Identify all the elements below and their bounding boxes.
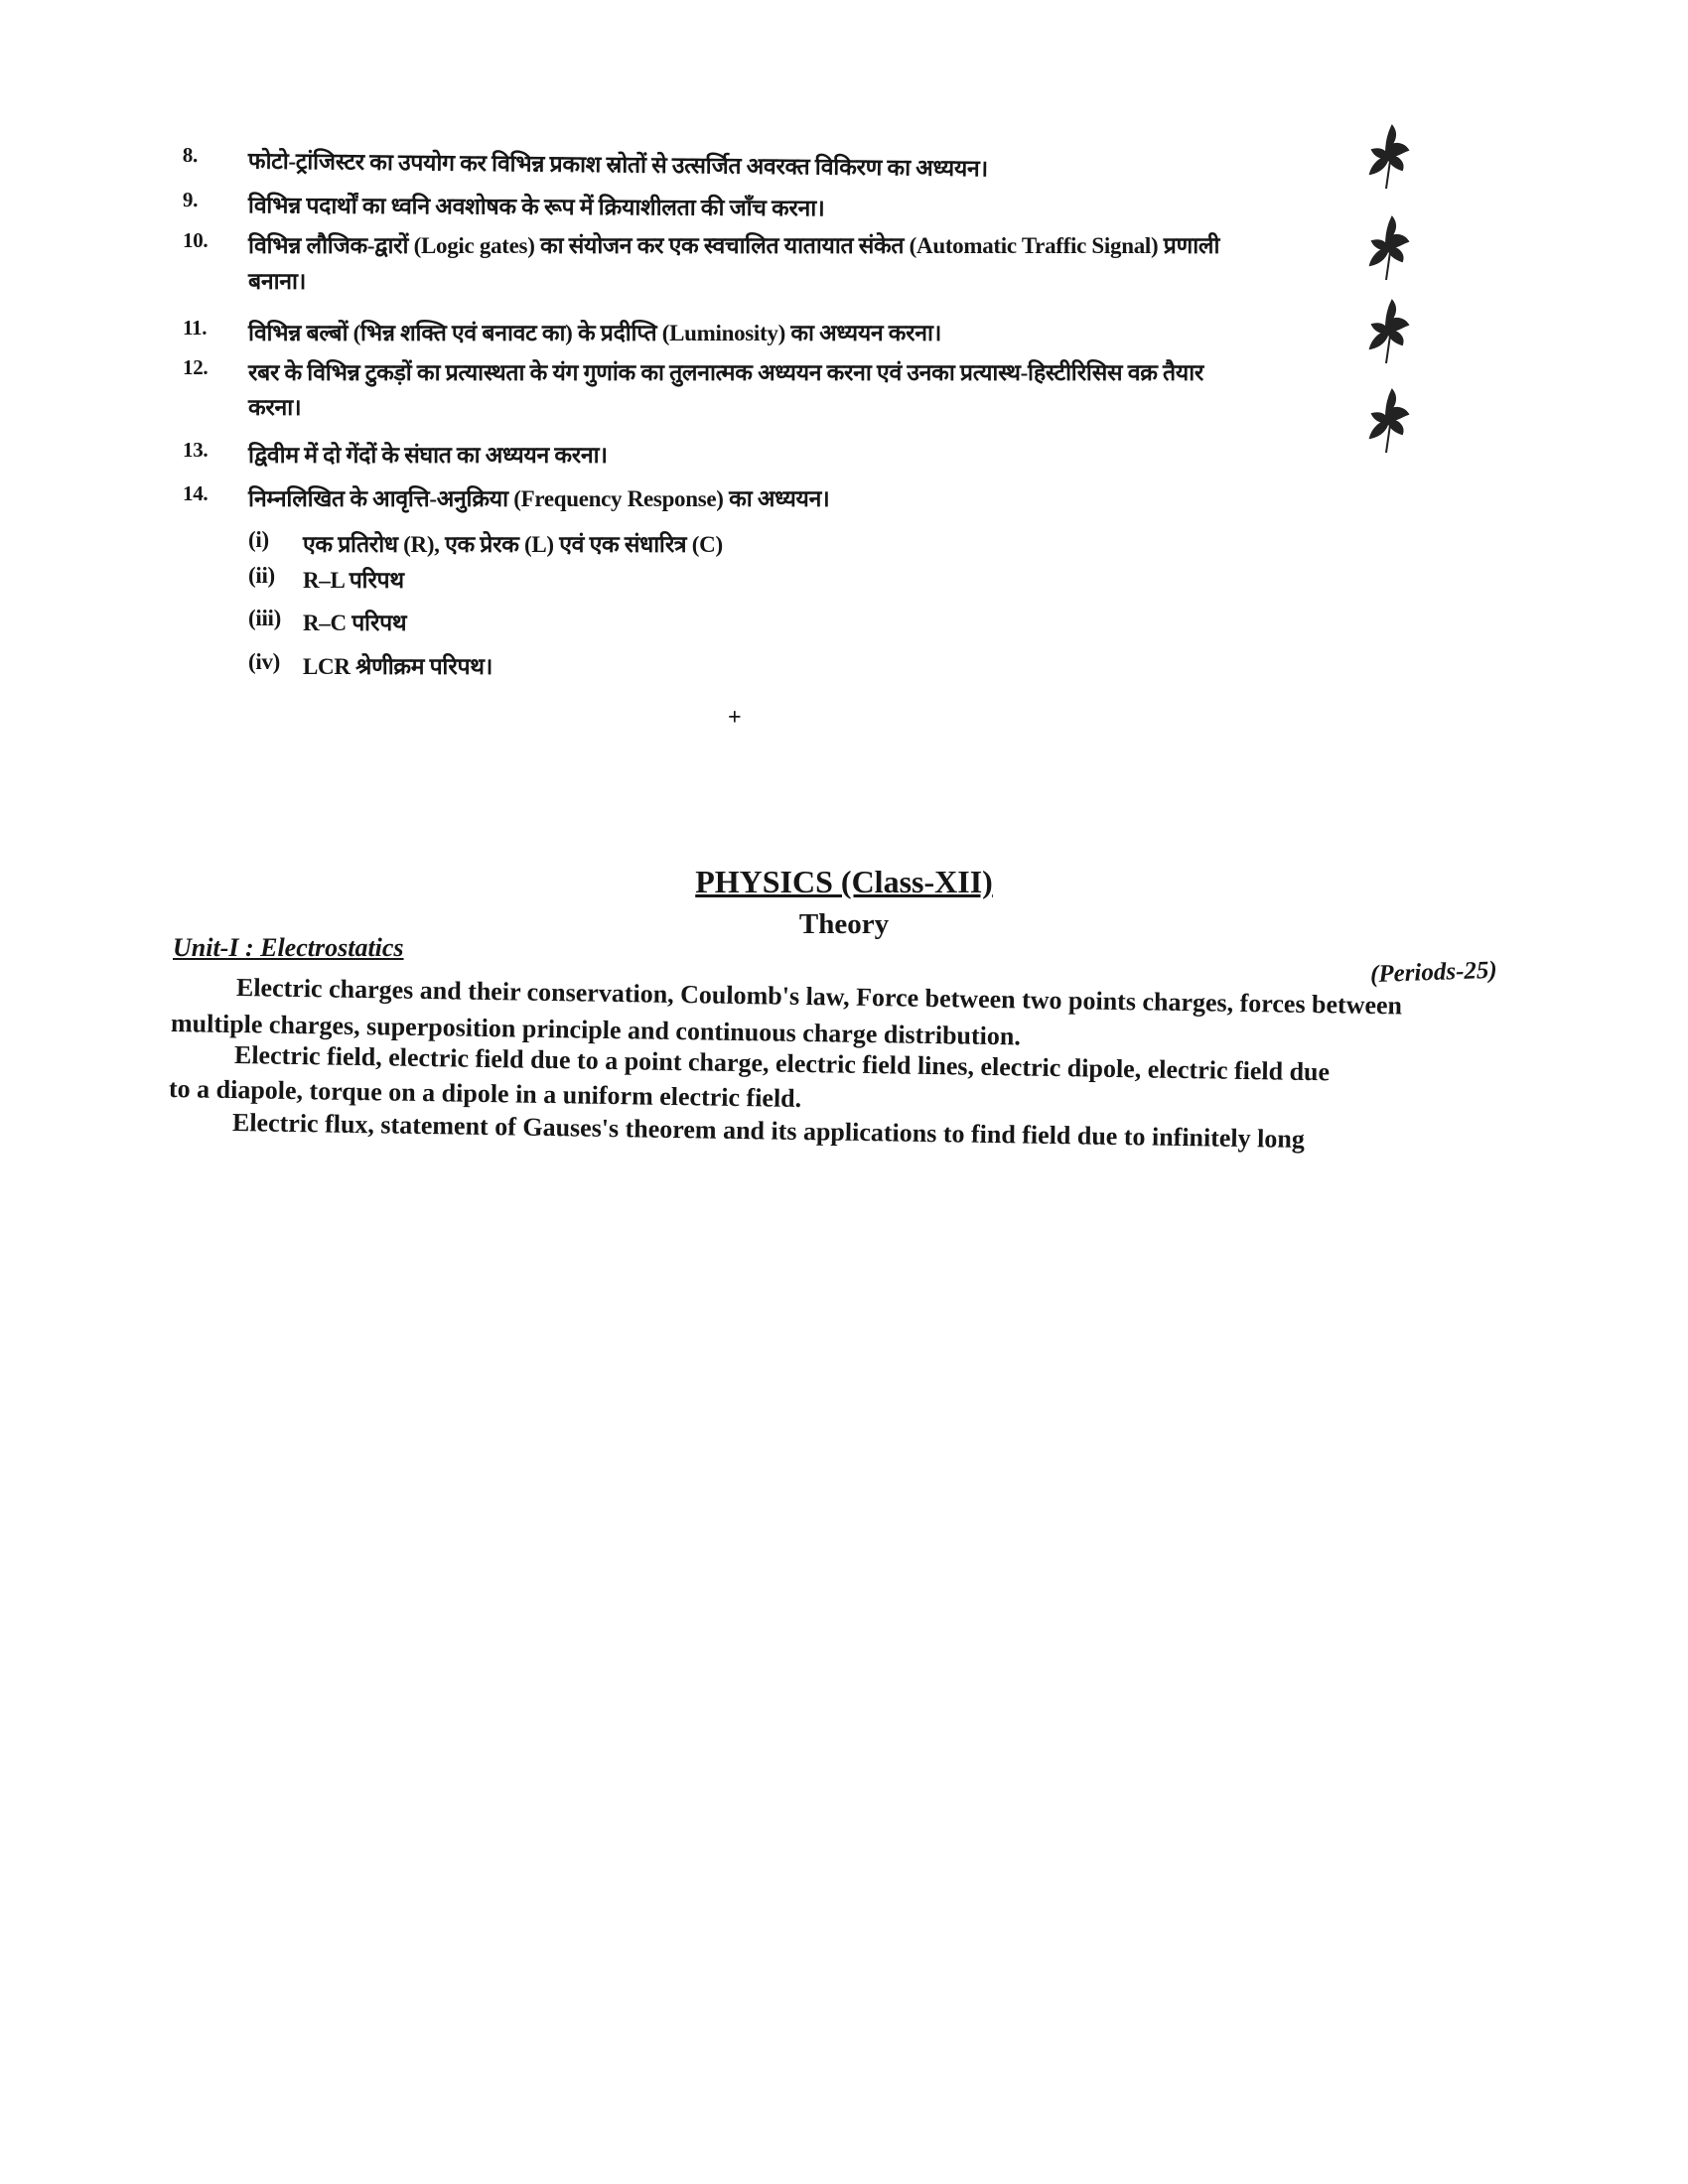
leaf-stamp-icon <box>1360 385 1420 455</box>
paragraph-line: Electric flux, statement of Gauses's theorem and its applications to find field due to infinitely long <box>231 1108 1306 1154</box>
section-subtitle: Theory <box>798 908 890 940</box>
paragraph-line: multiple charges, superposition principle and continuous charge distribution. <box>170 1009 1022 1051</box>
separator-mark: + <box>728 705 742 731</box>
leaf-stamp-icon <box>1360 121 1420 191</box>
leaf-stamp-icon <box>1360 212 1420 282</box>
paragraph-line: Electric field, electric field due to a point charge, electric field lines, electric dipole, electric field due <box>233 1040 1331 1087</box>
unit-heading: Unit-I : Electrostatics <box>173 933 404 962</box>
periods-label: (Periods-25) <box>1369 956 1498 989</box>
page-title: PHYSICS (Class-XII) <box>695 864 993 899</box>
paragraph-line: to a diapole, torque on a dipole in a uniform electric field. <box>168 1074 802 1114</box>
paragraph-line: Electric charges and their conservation, Coulomb's law, Force between two points charges, forces between <box>235 973 1403 1021</box>
leaf-stamp-icon <box>1360 296 1420 365</box>
